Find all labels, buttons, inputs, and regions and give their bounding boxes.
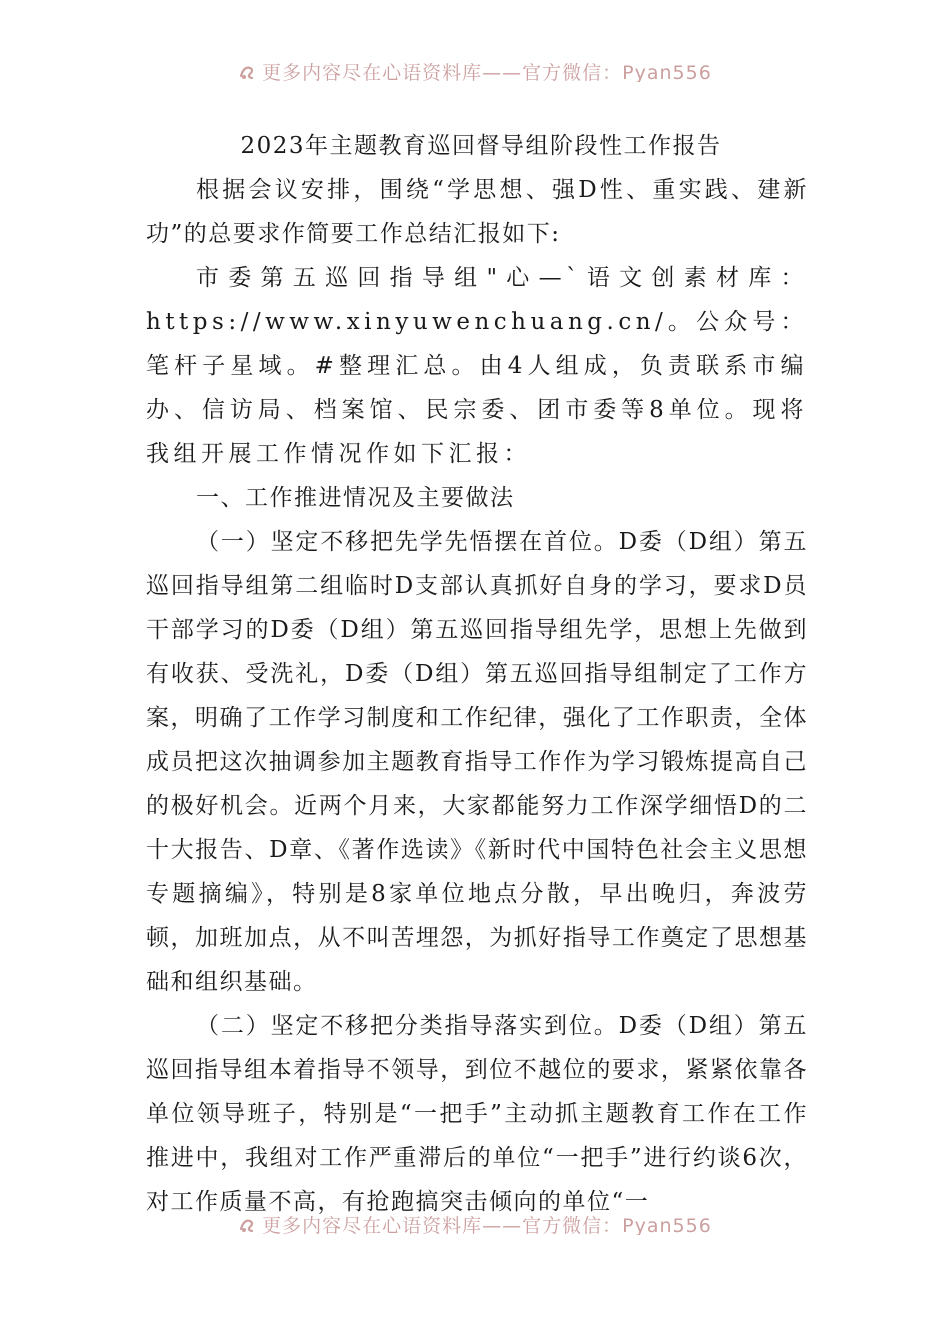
watermark-footer [0, 1211, 950, 1235]
watermark-header [0, 58, 950, 82]
watermark-logo-icon [238, 1215, 258, 1235]
page-title: 2023年主题教育巡回督导组阶段性工作报告 [240, 133, 722, 159]
section-heading: 一、工作推进情况及主要做法 [196, 485, 515, 511]
paragraph-study: （一）坚定不移把先学先悟摆在首位。D委（D组）第五巡回指导组第二组临时D支部认真抓好自身的学习，要求D员干部学习的D委（D组）第五巡回指导组先学，思想上先做到有收获、受洗礼，D委（D组）第五巡回指导组制定了工作方案，明确了工作学习制度和工作纪律，强化了工作职责，全体成员把这次抽调参加主题教育指导工作作为学习锻炼提高自己的极好机会。近两个月来，大家都能努力工作深学细悟D的二十大报告、D章、《著作选读》《新时代中国特色社会主义思想专题摘编》，特别是8家单位地点分散，早出晚归，奔波劳顿，加班加点，从不叫苦埋怨，为抓好指导工作奠定了思想基础和组织基础。 [146, 529, 808, 995]
watermark-text: 更多内容尽在心语资料库——官方微信：Pyan556 [262, 1215, 712, 1235]
watermark-logo-icon [238, 62, 258, 82]
watermark-text: 更多内容尽在心语资料库——官方微信：Pyan556 [262, 62, 712, 82]
paragraph-group-info: 市委第五巡回指导组"心—`语文创素材库：https://www.xinyuwenchuang.cn/。公众号：笔杆子星域。#整理汇总。由4人组成，负责联系市编办、信访局、档案馆、民宗委、团市委等8单位。现将我组开展工作情况作如下汇报： [146, 265, 808, 467]
document-body [146, 124, 808, 1224]
paragraph-intro: 根据会议安排，围绕“学思想、强D性、重实践、建新功”的总要求作简要工作总结汇报如下: [146, 177, 808, 247]
paragraph-guidance: （二）坚定不移把分类指导落实到位。D委（D组）第五巡回指导组本着指导不领导，到位不越位的要求，紧紧依靠各单位领导班子，特别是“一把手”主动抓主题教育工作在工作推进中，我组对工作严重滞后的单位“一把手”进行约谈6次，对工作质量不高，有抢跑搞突击倾向的单位“一 [146, 1013, 808, 1215]
